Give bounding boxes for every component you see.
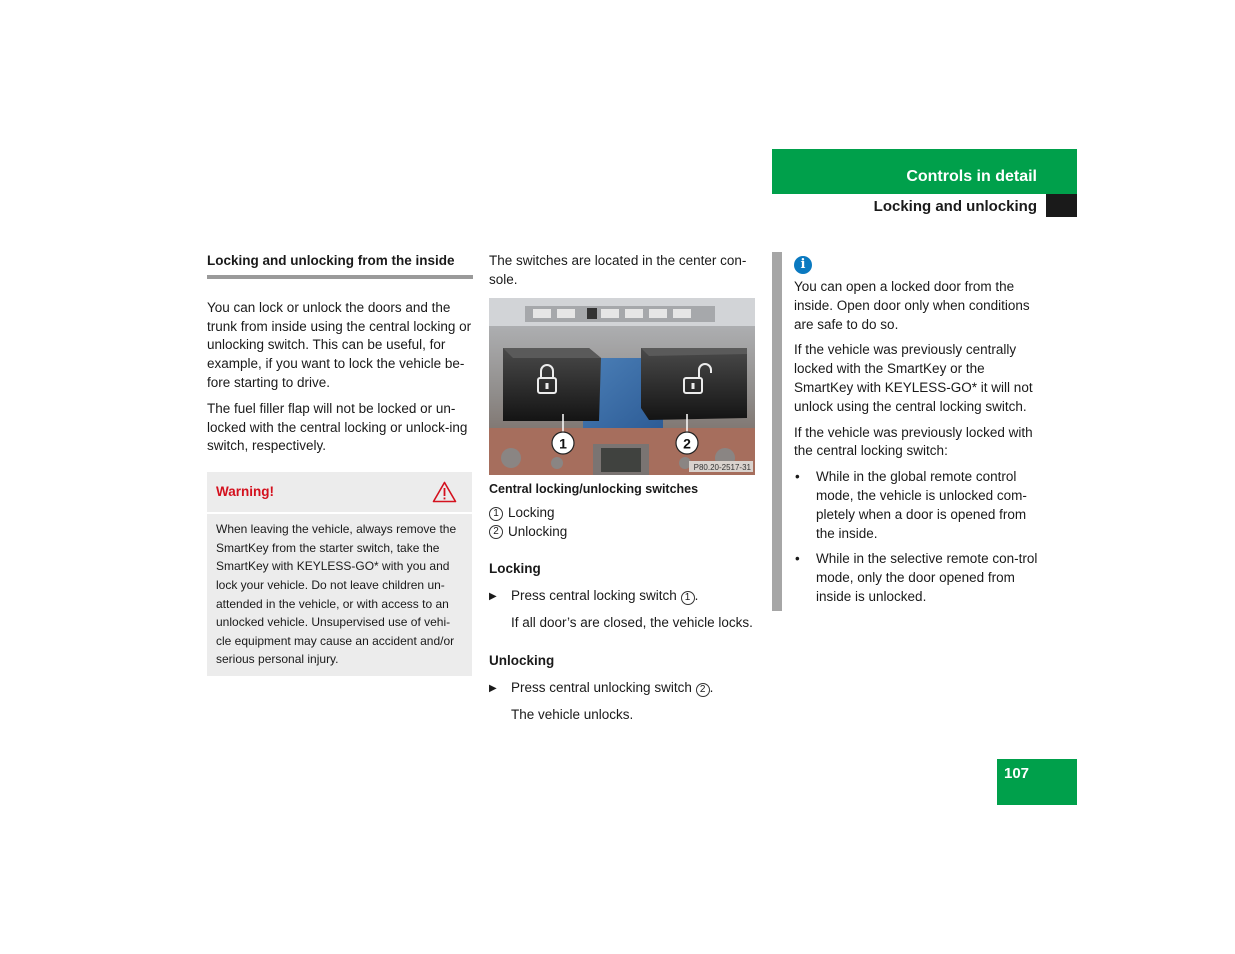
bullet-text: While in the selective remote con-trol mode, only the door opened from inside is unlocked. xyxy=(816,551,1038,604)
info-paragraph: If the vehicle was previously centrally locked with the SmartKey or the SmartKey with KEYLESS-GO* it will not unlock using the central locking switch. xyxy=(794,342,1033,414)
warning-triangle-icon xyxy=(432,481,457,503)
bullet-list xyxy=(794,468,1042,607)
step-text-end: . xyxy=(709,679,714,695)
bullet-dot: • xyxy=(795,551,800,567)
legend-label: Locking xyxy=(508,505,555,521)
warning-header xyxy=(207,472,472,514)
left-column xyxy=(207,252,473,676)
bullet-item xyxy=(794,550,1042,606)
right-column xyxy=(772,252,1042,611)
legend-item xyxy=(489,523,755,542)
callout-1: 1 xyxy=(559,435,567,452)
step-text xyxy=(511,679,713,698)
section-title: Locking and unlocking xyxy=(873,198,1037,215)
legend-item xyxy=(489,504,755,523)
middle-column xyxy=(489,252,755,725)
figure-caption: Central locking/unlocking switches xyxy=(489,481,699,496)
paragraph: The fuel filler flap will not be locked or un-locked with the central locking or unlock-ing switch, respectively. xyxy=(207,400,468,454)
figure-legend xyxy=(489,504,755,541)
number-badge: 1 xyxy=(489,507,503,521)
warning-label: Warning! xyxy=(216,483,274,499)
step-result: If all door’s are closed, the vehicle locks. xyxy=(511,615,753,631)
info-icon: i xyxy=(794,256,812,274)
center-console-photo xyxy=(489,298,755,475)
image-code: P80.20-2517-31 xyxy=(693,462,751,472)
bullet-item xyxy=(794,468,1042,543)
number-badge: 2 xyxy=(489,525,503,539)
chapter-header-bar xyxy=(772,149,1077,194)
section-marker xyxy=(1046,194,1077,217)
number-badge: 2 xyxy=(696,683,710,697)
chapter-title: Controls in detail xyxy=(906,168,1037,185)
unlocking-heading: Unlocking xyxy=(489,652,555,668)
locking-heading: Locking xyxy=(489,561,541,577)
step-text-end: . xyxy=(694,588,699,604)
instruction-step xyxy=(489,679,755,698)
section-heading: Locking and unlocking from the inside xyxy=(207,252,473,279)
page-number: 107 xyxy=(997,759,1077,805)
step-text-main: Press central unlocking switch xyxy=(511,679,692,695)
info-box xyxy=(772,252,1042,611)
info-paragraph: If the vehicle was previously locked with the central locking switch: xyxy=(794,424,1033,459)
step-arrow-icon: ▶ xyxy=(489,591,497,603)
callout-2: 2 xyxy=(683,435,691,452)
step-text xyxy=(511,587,698,606)
number-badge: 1 xyxy=(681,591,695,605)
paragraph: You can lock or unlock the doors and the trunk from inside using the central locking or unlocking switch. This can be useful, for example, if you want to lock the vehicle be-fore starting to drive. xyxy=(207,299,472,390)
step-result: The vehicle unlocks. xyxy=(511,706,634,722)
warning-text: When leaving the vehicle, always remove the SmartKey from the starter switch, take the SmartKey with KEYLESS-GO* with you and lock your vehicle. Do not leave children un-attended in the vehicle, or with access to an unlocked vehicle. Unsupervised use of vehi-cle equipment may cause an accident and/or serious personal injury. xyxy=(216,522,457,667)
instruction-step xyxy=(489,587,755,606)
bullet-dot: • xyxy=(795,469,800,485)
step-arrow-icon: ▶ xyxy=(489,682,497,694)
intro-text: The switches are located in the center con-sole. xyxy=(489,253,747,287)
step-text-main: Press central locking switch xyxy=(511,588,677,604)
legend-label: Unlocking xyxy=(508,523,568,539)
bullet-text: While in the global remote control mode, the vehicle is unlocked com-pletely when a door is opened from the inside. xyxy=(816,469,1027,541)
warning-box xyxy=(207,472,472,676)
info-paragraph: You can open a locked door from the inside. Open door only when conditions are safe to do so. xyxy=(794,279,1030,332)
